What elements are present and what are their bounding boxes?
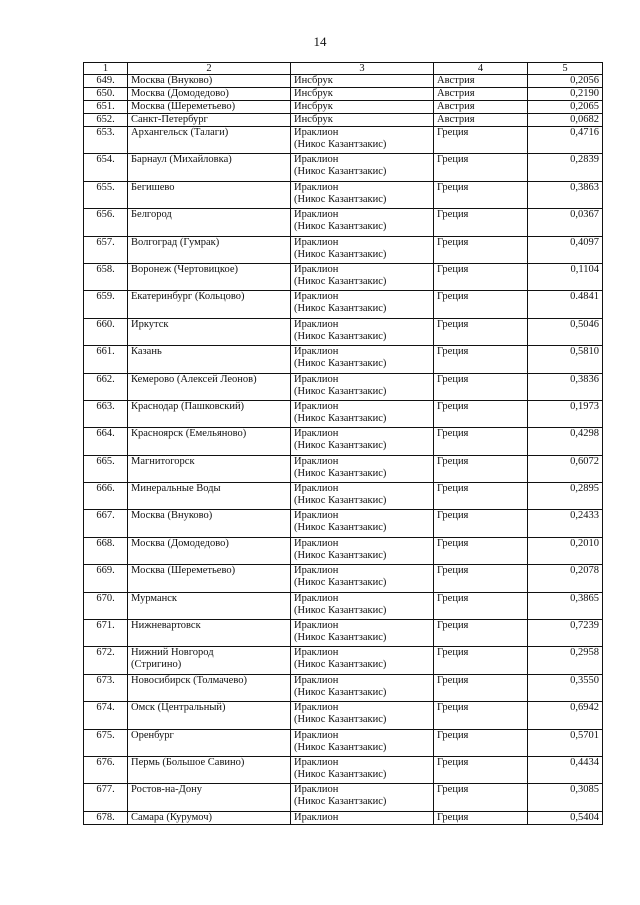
coefficient-value: 0,2433 [528,510,603,537]
departure-airport-line: Москва (Домодедово) [131,88,229,99]
destination-airport [291,291,434,318]
departure-airport [128,702,291,729]
departure-airport [128,592,291,619]
column-header: 5 [528,63,603,75]
destination-airport-line: Ираклион [294,483,339,495]
departure-airport [128,127,291,154]
destination-airport-line: (Никос Казантзакис) [294,221,387,233]
departure-airport-line: Белгород [131,209,172,221]
row-number: 666. [84,483,128,510]
destination-country: Греция [434,373,528,400]
destination-country: Греция [434,702,528,729]
destination-airport-line: Ираклион [294,756,339,768]
destination-airport-line: (Никос Казантзакис) [294,275,387,287]
destination-airport [291,181,434,208]
destination-airport-line: Ираклион [294,236,339,248]
departure-airport [128,209,291,236]
table-row [84,88,603,101]
table-row [84,373,603,400]
destination-airport-line: Ираклион [294,181,339,193]
table-row [84,209,603,236]
coefficient-value: 0,2078 [528,565,603,592]
table-row [84,154,603,181]
row-number: 671. [84,620,128,647]
coefficient-value: 0,6942 [528,702,603,729]
row-number: 660. [84,318,128,345]
destination-airport [291,592,434,619]
destination-airport-line: Ираклион [294,291,339,303]
destination-country: Австрия [434,75,528,88]
destination-airport [291,647,434,674]
destination-country: Греция [434,455,528,482]
column-header: 2 [128,63,291,75]
table-row [84,291,603,318]
coefficient-value: 0,2010 [528,537,603,564]
destination-airport-line: (Никос Казантзакис) [294,412,387,424]
departure-airport [128,318,291,345]
table-row [84,400,603,427]
destination-country: Греция [434,592,528,619]
destination-country: Греция [434,209,528,236]
departure-airport [128,181,291,208]
destination-airport-line: Ираклион [294,510,339,522]
destination-airport-line: (Никос Казантзакис) [294,303,387,315]
data-table [83,62,603,825]
destination-airport-line: (Никос Казантзакис) [294,330,387,342]
destination-airport [291,127,434,154]
destination-airport-line: (Никос Казантзакис) [294,796,387,808]
destination-airport-line: (Никос Казантзакис) [294,632,387,644]
table-row [84,236,603,263]
destination-airport-line: (Никос Казантзакис) [294,358,387,370]
coefficient-value: 0,1104 [528,263,603,290]
table-row [84,318,603,345]
departure-airport-line: Самара (Курумоч) [131,811,213,823]
destination-country: Австрия [434,114,528,127]
coefficient-value: 0,4298 [528,428,603,455]
departure-airport-line: Санкт-Петербург [131,114,208,125]
destination-airport-line: (Никос Казантзакис) [294,139,387,150]
table-row [84,702,603,729]
table-row [84,75,603,88]
row-number: 658. [84,263,128,290]
destination-airport-line: Ираклион [294,127,339,138]
destination-airport [291,620,434,647]
departure-airport [128,620,291,647]
coefficient-value: 0,0682 [528,114,603,127]
table-row [84,537,603,564]
table-header-row [84,63,603,75]
departure-airport [128,75,291,88]
destination-airport [291,88,434,101]
coefficient-value: 0,7239 [528,620,603,647]
departure-airport-line: Пермь (Большое Савино) [131,756,245,768]
row-number: 659. [84,291,128,318]
row-number: 655. [84,181,128,208]
destination-airport-line: Инсбрук [294,101,333,112]
destination-airport-line: (Никос Казантзакис) [294,248,387,260]
destination-country: Греция [434,263,528,290]
destination-airport-line: (Никос Казантзакис) [294,549,387,561]
departure-airport-line: Кемерово (Алексей Леонов) [131,373,257,385]
departure-airport [128,510,291,537]
table-row [84,565,603,592]
destination-airport-line: Ираклион [294,647,339,659]
coefficient-value: 0,3865 [528,592,603,619]
destination-country: Греция [434,510,528,537]
destination-airport-line: (Никос Казантзакис) [294,495,387,507]
row-number: 649. [84,75,128,88]
departure-airport [128,565,291,592]
coefficient-value: 0,2895 [528,483,603,510]
table-row [84,811,603,824]
departure-airport [128,88,291,101]
coefficient-value: 0,4716 [528,127,603,154]
column-header: 4 [434,63,528,75]
destination-airport-line: (Никос Казантзакис) [294,659,387,671]
destination-airport [291,565,434,592]
destination-country: Греция [434,537,528,564]
destination-country: Австрия [434,101,528,114]
row-number: 657. [84,236,128,263]
destination-airport-line: Ираклион [294,537,339,549]
row-number: 676. [84,756,128,783]
destination-airport-line: (Никос Казантзакис) [294,604,387,616]
destination-airport [291,756,434,783]
departure-airport-line: Магнитогорск [131,455,195,467]
page-number: 14 [313,34,327,49]
row-number: 652. [84,114,128,127]
destination-airport-line: (Никос Казантзакис) [294,577,387,589]
destination-airport [291,318,434,345]
row-number: 661. [84,346,128,373]
departure-airport-line: Новосибирск (Толмачево) [131,674,247,686]
destination-airport [291,784,434,811]
destination-airport-line: Ираклион [294,263,339,275]
column-header: 1 [84,63,128,75]
table-row [84,346,603,373]
departure-airport-line: Москва (Внуково) [131,75,213,86]
destination-airport [291,428,434,455]
row-number: 653. [84,127,128,154]
destination-country: Греция [434,647,528,674]
departure-airport [128,154,291,181]
departure-airport [128,784,291,811]
departure-airport [128,236,291,263]
destination-country: Греция [434,784,528,811]
row-number: 654. [84,154,128,181]
destination-airport-line: (Никос Казантзакис) [294,440,387,452]
destination-airport-line: Ираклион [294,620,339,632]
destination-country: Греция [434,565,528,592]
table-row [84,729,603,756]
departure-airport-line: Краснодар (Пашковский) [131,400,245,412]
departure-airport-line: Омск (Центральный) [131,702,226,714]
destination-airport [291,537,434,564]
departure-airport-line: (Стригино) [131,659,182,671]
destination-airport-line: (Никос Казантзакис) [294,741,387,753]
destination-airport [291,236,434,263]
departure-airport-line: Москва (Внуково) [131,510,213,522]
destination-country: Греция [434,291,528,318]
destination-airport-line: (Никос Казантзакис) [294,193,387,205]
destination-country: Греция [434,318,528,345]
destination-country: Греция [434,729,528,756]
destination-airport [291,373,434,400]
destination-airport [291,702,434,729]
destination-airport-line: Инсбрук [294,75,333,86]
destination-airport-line: (Никос Казантзакис) [294,385,387,397]
table-row [84,510,603,537]
row-number: 665. [84,455,128,482]
departure-airport-line: Ростов-на-Дону [131,784,202,796]
row-number: 677. [84,784,128,811]
departure-airport [128,101,291,114]
departure-airport-line: Красноярск (Емельяново) [131,428,247,440]
departure-airport-line: Москва (Шереметьево) [131,101,236,112]
row-number: 668. [84,537,128,564]
coefficient-value: 0,5046 [528,318,603,345]
coefficient-value: 0,5701 [528,729,603,756]
table-row [84,674,603,701]
coefficient-value: 0,2839 [528,154,603,181]
row-number: 650. [84,88,128,101]
destination-country: Греция [434,620,528,647]
row-number: 662. [84,373,128,400]
destination-country: Греция [434,154,528,181]
destination-country: Греция [434,181,528,208]
row-number: 672. [84,647,128,674]
row-number: 656. [84,209,128,236]
departure-airport [128,674,291,701]
departure-airport [128,647,291,674]
destination-country: Греция [434,811,528,824]
departure-airport-line: Нижневартовск [131,620,201,632]
table-row [84,181,603,208]
row-number: 678. [84,811,128,824]
row-number: 664. [84,428,128,455]
departure-airport-line: Барнаул (Михайловка) [131,154,232,166]
coefficient-value: 0,1973 [528,400,603,427]
departure-airport [128,346,291,373]
coefficient-value: 0,4097 [528,236,603,263]
table-row [84,592,603,619]
coefficient-value: 0,2190 [528,88,603,101]
destination-airport-line: (Никос Казантзакис) [294,522,387,534]
column-header: 3 [291,63,434,75]
departure-airport-line: Воронеж (Чертовицкое) [131,263,239,275]
coefficient-value: 0,5810 [528,346,603,373]
table-row [84,114,603,127]
row-number: 674. [84,702,128,729]
destination-airport [291,209,434,236]
destination-airport [291,674,434,701]
destination-country: Австрия [434,88,528,101]
table-row [84,784,603,811]
coefficient-value: 0,3836 [528,373,603,400]
destination-country: Греция [434,127,528,154]
coefficient-value: 0,5404 [528,811,603,824]
destination-airport [291,154,434,181]
destination-airport-line: Ираклион [294,400,339,412]
row-number: 670. [84,592,128,619]
coefficient-value: 0,2065 [528,101,603,114]
departure-airport-line: Минеральные Воды [131,483,221,495]
destination-country: Греция [434,346,528,373]
departure-airport-line: Волгоград (Гумрак) [131,236,220,248]
destination-airport [291,114,434,127]
table-row [84,756,603,783]
destination-airport-line: Инсбрук [294,88,333,99]
destination-airport-line: (Никос Казантзакис) [294,768,387,780]
departure-airport-line: Мурманск [131,592,178,604]
table-row [84,428,603,455]
row-number: 669. [84,565,128,592]
destination-airport [291,729,434,756]
destination-country: Греция [434,400,528,427]
destination-airport-line: (Никос Казантзакис) [294,686,387,698]
destination-airport-line: Ираклион [294,209,339,221]
row-number: 651. [84,101,128,114]
row-number: 663. [84,400,128,427]
departure-airport [128,729,291,756]
coefficient-value: 0,3550 [528,674,603,701]
departure-airport [128,400,291,427]
table-row [84,455,603,482]
destination-airport [291,75,434,88]
destination-airport-line: Ираклион [294,373,339,385]
departure-airport-line: Иркутск [131,318,169,330]
destination-airport-line: Ираклион [294,592,339,604]
destination-country: Греция [434,428,528,455]
departure-airport [128,537,291,564]
row-number: 667. [84,510,128,537]
departure-airport [128,291,291,318]
departure-airport-line: Нижний Новгород [131,647,214,659]
destination-country: Греция [434,756,528,783]
destination-airport-line: Ираклион [294,702,339,714]
departure-airport-line: Москва (Домодедово) [131,537,229,549]
departure-airport-line: Архангельск (Талаги) [131,127,229,138]
row-number: 675. [84,729,128,756]
destination-airport-line: (Никос Казантзакис) [294,714,387,726]
destination-country: Греция [434,483,528,510]
destination-airport [291,811,434,824]
destination-airport [291,400,434,427]
table-row [84,647,603,674]
departure-airport [128,114,291,127]
destination-airport-line: Ираклион [294,154,339,166]
destination-airport-line: (Никос Казантзакис) [294,467,387,479]
departure-airport [128,263,291,290]
departure-airport [128,811,291,824]
destination-airport-line: Ираклион [294,565,339,577]
departure-airport-line: Оренбург [131,729,174,741]
destination-airport-line: Ираклион [294,455,339,467]
coefficient-value: 0,0367 [528,209,603,236]
table-row [84,620,603,647]
departure-airport-line: Казань [131,346,162,358]
destination-airport-line: Инсбрук [294,114,333,125]
departure-airport-line: Бегишево [131,181,175,193]
departure-airport [128,756,291,783]
destination-country: Греция [434,236,528,263]
destination-airport-line: Ираклион [294,811,339,823]
coefficient-value: 0,2958 [528,647,603,674]
destination-airport [291,483,434,510]
destination-airport [291,510,434,537]
table-row [84,101,603,114]
coefficient-value: 0,3085 [528,784,603,811]
departure-airport [128,428,291,455]
departure-airport [128,455,291,482]
coefficient-value: 0.4841 [528,291,603,318]
departure-airport-line: Москва (Шереметьево) [131,565,236,577]
destination-airport [291,101,434,114]
table-row [84,483,603,510]
coefficient-value: 0,3863 [528,181,603,208]
destination-airport [291,455,434,482]
table-row [84,263,603,290]
destination-airport-line: Ираклион [294,428,339,440]
destination-airport [291,346,434,373]
coefficient-value: 0,6072 [528,455,603,482]
destination-airport-line: Ираклион [294,674,339,686]
destination-airport [291,263,434,290]
destination-airport-line: Ираклион [294,346,339,358]
departure-airport-line: Екатеринбург (Кольцово) [131,291,245,303]
destination-airport-line: Ираклион [294,318,339,330]
destination-airport-line: Ираклион [294,729,339,741]
destination-airport-line: Ираклион [294,784,339,796]
destination-country: Греция [434,674,528,701]
table-row [84,127,603,154]
departure-airport [128,373,291,400]
coefficient-value: 0,4434 [528,756,603,783]
row-number: 673. [84,674,128,701]
coefficient-value: 0,2056 [528,75,603,88]
departure-airport [128,483,291,510]
destination-airport-line: (Никос Казантзакис) [294,166,387,178]
